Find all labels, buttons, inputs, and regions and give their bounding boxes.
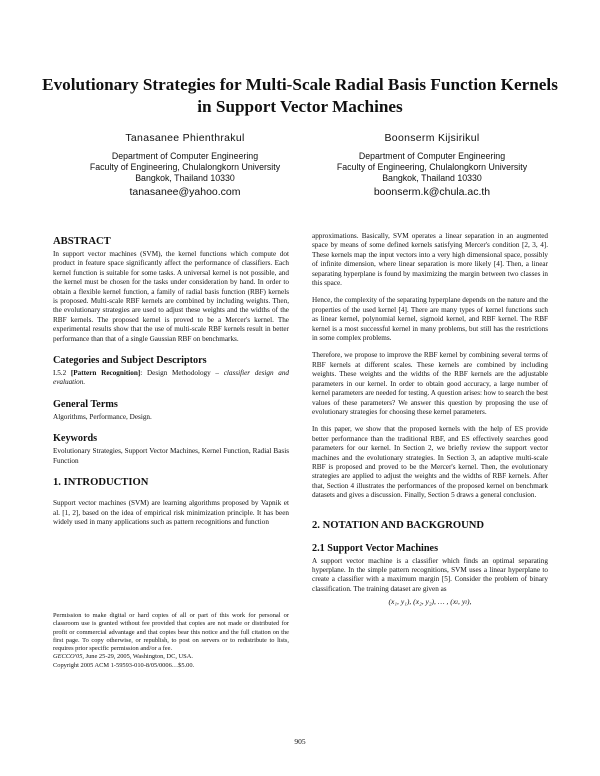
page-number: 905: [294, 737, 306, 746]
general-terms-heading: General Terms: [53, 398, 118, 410]
copyright-notice: [53, 612, 289, 670]
copyright-permission: Permission to make digital or hard copies of all or part of this work for personal or classroom use is granted without fee provided that copies are not made or distributed for profit or commercial advantage and that copies bear this notice and the full citation on the first page. To copy otherwise, or republish, to post on servers or to redistribute to lists, requires prior specific permission and/or a fee.: [53, 612, 289, 653]
author-email: tanasanee@yahoo.com: [129, 186, 241, 198]
author-location: Bangkok, Thailand 10330: [382, 173, 482, 183]
author-department: Department of Computer Engineering: [111, 151, 259, 161]
author-email: boonserm.k@chula.ac.th: [373, 186, 491, 198]
body-paragraph: Therefore, we propose to improve the RBF kernel by combining several terms of RBF kernels at different scales. These kernels are combined by including weights. These weights and the widths of the RBF kernels are the adjustable parameters in our kernel. In order to obtain good accuracy, a large number of kernel parameters are needed for testing. A question arises: how to search the best values of these parameters? We answer this question by proposing the use of evolutionary strategies for choosing these kernel parameters.: [312, 351, 548, 416]
categories-text: [53, 369, 289, 388]
author-location: Bangkok, Thailand 10330: [135, 173, 235, 183]
section-2-heading: 2. NOTATION AND BACKGROUND: [312, 519, 485, 531]
category-text-italic: classifier design and evaluation.: [53, 369, 290, 387]
author-block-2: [302, 132, 562, 200]
category-text-plain: : Design Methodology –: [140, 369, 224, 378]
body-paragraph: Hence, the complexity of the separating hyperplane depends on the nature and the properties of the used kernel [4]. There are many types of kernel functions such as linear kernel, polynomial kernel, sigmoid kernel, and RBF kernel. The RBF kernel is a most successful kernel in many problems, but still has the restrictions in some complex problems.: [312, 296, 548, 343]
category-code: I.5.2: [53, 369, 67, 378]
copyright-line: Copyright 2005 ACM 1-59593-010-8/05/0006…$5.00.: [53, 661, 195, 669]
author-block-1: [55, 132, 315, 200]
conference-details: , June 25-29, 2005, Washington, DC, USA.: [82, 653, 193, 661]
author-faculty: Faculty of Engineering, Chulalongkorn University: [336, 162, 528, 172]
general-terms-text: Algorithms, Performance, Design.: [53, 412, 152, 421]
author-faculty: Faculty of Engineering, Chulalongkorn University: [89, 162, 281, 172]
abstract-heading: ABSTRACT: [53, 236, 111, 247]
copyright-conference: [53, 653, 289, 661]
body-paragraph: A support vector machine is a classifier which finds an optimal separating hyperplane. In the simple pattern recognitions, SVM uses a linear hyperplane to create a classifier with a maximum margin [5]. Consider the problem of binary classification. The training dataset are given as: [312, 556, 548, 593]
subsection-2-1-heading: 2.1 Support Vector Machines: [312, 542, 439, 554]
paper-title: Evolutionary Strategies for Multi-Scale Radial Basis Function Kernels in Support Vector Machines: [42, 75, 558, 116]
abstract-text: In support vector machines (SVM), the kernel functions which compute dot product in feature space significantly affect the performance of classifiers. Each kernel function is suitable for some tasks. A universal kernel is not possible, and the kernel must be chosen for the tasks under consideration by hand. In order to obtain a flexible kernel function, a family of radial basis function (RBF) kernels is proposed. Multi-scale RBF kernels are combined by including weights. Then, the evolutionary strategies are used to adjust these weights and the widths of the RBF kernels. The proposed kernel is proved to be a Mercer's kernel. The experimental results show that the use of multi-scale RBF kernels result in better performance than that of a single Gaussian RBF on benchmarks.: [53, 250, 289, 343]
conference-name: GECCO'05: [53, 653, 83, 661]
categories-heading: Categories and Subject Descriptors: [53, 355, 207, 367]
category-label: [Pattern Recognition]: [70, 369, 141, 378]
right-column: [312, 232, 548, 606]
author-name: Boonserm Kijsirikul: [384, 132, 480, 144]
training-set-formula: (x₁, y₁), (x₂, y₂), … , (xₗ, yₗ),: [388, 597, 472, 607]
introduction-paragraph: Support vector machines (SVM) are learning algorithms proposed by Vapnik et al. [1, 2], based on the idea of empirical risk minimization principle. It has been widely used in many applications such as pattern recognitions and function: [53, 499, 289, 526]
author-name: Tanasanee Phienthrakul: [125, 132, 245, 144]
body-paragraph: In this paper, we show that the proposed kernels with the help of ES provide better performance than the traditional RBF, and ES effectively searches good parameters for our kernel. In Section 2, we briefly review the support vector machines and the evolutionary strategies. In Section 3, an adaptive multi-scale RBF is proposed and proved to be the Mercer's kernel. Then, the evolutionary strategies are applied to adjust the weights and the widths of RBF kernels. After that, Section 4 illustrates the performances of the proposed kernel on benchmark datasets and gives a discussion. Finally, Section 5 draws a general conclusion.: [312, 425, 548, 500]
author-department: Department of Computer Engineering: [358, 151, 506, 161]
left-column: [53, 235, 289, 527]
introduction-heading: 1. INTRODUCTION: [53, 477, 149, 489]
body-paragraph: approximations. Basically, SVM operates a linear separation in an augmented space by means of some defined kernels satisfying Mercer's condition [2, 3, 4]. These kernels map the input vectors into a very high dimensional space, possibly of infinite dimension, where linear separation is more likely [4]. Then, a linear separating hyperplane is found by maximizing the margin between two classes in this space.: [312, 232, 548, 288]
keywords-text: Evolutionary Strategies, Support Vector Machines, Kernel Function, Radial Basis Function: [53, 447, 289, 465]
keywords-heading: Keywords: [53, 433, 98, 445]
